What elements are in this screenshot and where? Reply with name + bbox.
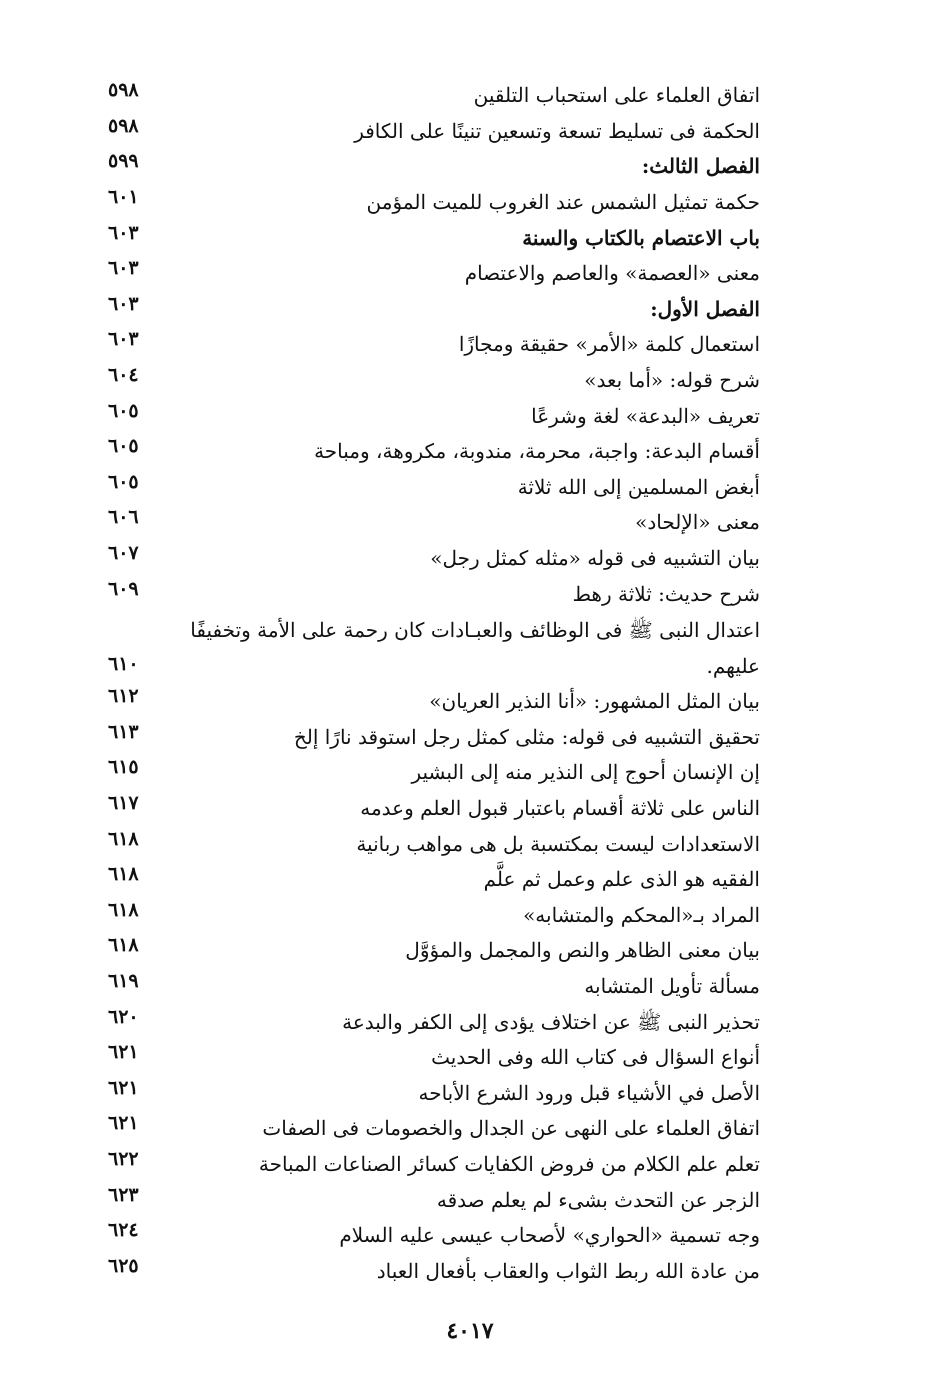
page-number: ٤٠١٧ xyxy=(446,1318,494,1344)
toc-entry xyxy=(108,720,760,756)
toc-entry-title: تحذير النبى ﷺ عن اختلاف يؤدى إلى الكفر والبدعة xyxy=(342,1009,760,1034)
toc-entry-page: ٦١٨ xyxy=(108,898,139,921)
toc-entry-page: ٦٢١ xyxy=(108,1112,139,1135)
toc-entry xyxy=(108,363,760,399)
toc-entry xyxy=(108,470,760,506)
toc-entry-page: ٦٢١ xyxy=(108,1041,139,1064)
toc-entry-title: تعلم علم الكلام من فروض الكفايات كسائر الصناعات المباحة xyxy=(258,1151,760,1176)
toc-entry xyxy=(108,791,760,827)
toc-entry-page: ٦١٢ xyxy=(108,685,139,708)
toc-entry-title: بيان المثل المشهور: «أنا النذير العريان» xyxy=(429,689,760,714)
toc-entry-title: أقسام البدعة: واجبة، محرمة، مندوبة، مكروهة، ومباحة xyxy=(314,439,760,464)
toc-entry xyxy=(108,398,760,434)
toc-entry-page: ٦٢٣ xyxy=(108,1183,139,1206)
toc-entry-title: أبغض المسلمين إلى الله ثلاثة xyxy=(517,474,760,499)
toc-entry-title: تعريف «البدعة» لغة وشرعًا xyxy=(531,403,760,428)
toc-entry-title: بيان التشبيه فى قوله «مثله كمثل رجل» xyxy=(430,546,760,571)
toc-entry xyxy=(108,256,760,292)
toc-entry-title: اتفاق العلماء على استحباب التلقين xyxy=(473,83,760,108)
toc-entry-page: ٦٢٢ xyxy=(108,1147,139,1170)
toc-entry xyxy=(108,969,760,1005)
toc-entry-page: ٦١٠ xyxy=(108,652,139,675)
toc-entry xyxy=(108,933,760,969)
toc-entry-title: شرح قوله: «أما بعد» xyxy=(584,368,760,393)
toc-entry-page: ٦١٩ xyxy=(108,969,139,992)
toc-entry-page: ٦٠٣ xyxy=(108,257,139,280)
toc-entry-page: ٦١٧ xyxy=(108,791,139,814)
toc-entry-page: ٦١٣ xyxy=(108,720,139,743)
toc-entry xyxy=(108,1075,760,1111)
toc-entry-title: الزجر عن التحدث بشىء لم يعلم صدقه xyxy=(436,1187,760,1212)
toc-entry-title: حكمة تمثيل الشمس عند الغروب للميت المؤمن xyxy=(366,190,760,215)
toc-entry xyxy=(108,292,760,328)
toc-section-heading: الفصل الثالث: xyxy=(641,154,760,179)
table-of-contents xyxy=(108,78,760,1289)
toc-entry-title: إن الإنسان أحوج إلى النذير منه إلى البشير xyxy=(411,760,760,785)
toc-entry-title: الفقيه هو الذى علم وعمل ثم علَّم xyxy=(483,867,760,892)
toc-entry-page: ٦٠٣ xyxy=(108,328,139,351)
toc-entry xyxy=(108,826,760,862)
toc-entry-title: مسألة تأويل المتشابه xyxy=(584,973,760,998)
toc-entry-page: ٦٠٦ xyxy=(108,506,139,529)
toc-entry xyxy=(108,1218,760,1254)
toc-entry-title: اعتدال النبى ﷺ فى الوظائف والعبـادات كان رحمة على الأمة وتخفيفًا عليهم. xyxy=(190,617,760,678)
toc-entry-title: شرح حديث: ثلاثة رهط xyxy=(572,581,760,606)
toc-entry xyxy=(108,1147,760,1183)
toc-entry-title: الناس على ثلاثة أقسام باعتبار قبول العلم وعدمه xyxy=(360,795,760,820)
toc-entry-title: الأصل في الأشياء قبل ورود الشرع الأباحه xyxy=(418,1080,760,1105)
toc-entry xyxy=(108,612,760,684)
toc-entry-title: معنى «العصمة» والعاصم والاعتصام xyxy=(464,261,760,286)
toc-section-heading: الفصل الأول: xyxy=(650,296,760,321)
toc-entry-title: استعمال كلمة «الأمر» حقيقة ومجازًا xyxy=(458,332,760,357)
toc-entry-page: ٦٠٩ xyxy=(108,577,139,600)
toc-entry xyxy=(108,755,760,791)
toc-entry-title: المراد بـ«المحكم والمتشابه» xyxy=(523,902,760,927)
toc-entry-page: ٦١٨ xyxy=(108,934,139,957)
toc-entry-title: تحقيق التشبيه فى قوله: مثلى كمثل رجل استوقد نارًا إلخ xyxy=(293,724,760,749)
toc-entry-page: ٦٠١ xyxy=(108,186,139,209)
toc-entry-title: وجه تسمية «الحواري» لأصحاب عيسى عليه السلام xyxy=(339,1223,760,1248)
toc-entry xyxy=(108,327,760,363)
toc-entry xyxy=(108,434,760,470)
toc-entry-title: من عادة الله ربط الثواب والعقاب بأفعال العباد xyxy=(376,1258,760,1283)
toc-entry xyxy=(108,114,760,150)
toc-entry xyxy=(108,185,760,221)
toc-entry-title: أنواع السؤال فى كتاب الله وفى الحديث xyxy=(431,1045,760,1070)
toc-entry xyxy=(108,541,760,577)
toc-entry xyxy=(108,897,760,933)
toc-entry xyxy=(108,78,760,114)
toc-entry-page: ٥٩٨ xyxy=(108,79,139,102)
toc-section-heading: باب الاعتصام بالكتاب والسنة xyxy=(522,225,760,250)
toc-entry-title: بيان معنى الظاهر والنص والمجمل والمؤوَّل xyxy=(405,938,760,963)
toc-entry xyxy=(108,576,760,612)
toc-entry-page: ٦١٨ xyxy=(108,863,139,886)
toc-entry xyxy=(108,1182,760,1218)
toc-entry xyxy=(108,684,760,720)
toc-entry-page: ٦٢٠ xyxy=(108,1005,139,1028)
toc-entry xyxy=(108,1040,760,1076)
toc-entry xyxy=(108,1004,760,1040)
toc-entry-page: ٦٠٣ xyxy=(108,221,139,244)
toc-entry-page: ٥٩٨ xyxy=(108,114,139,137)
toc-entry xyxy=(108,1253,760,1289)
toc-entry xyxy=(108,220,760,256)
toc-entry xyxy=(108,505,760,541)
toc-entry-page: ٦٢١ xyxy=(108,1076,139,1099)
toc-entry xyxy=(108,149,760,185)
toc-entry-page: ٦٠٥ xyxy=(108,435,139,458)
toc-entry xyxy=(108,1111,760,1147)
toc-entry-page: ٦٠٧ xyxy=(108,542,139,565)
toc-entry-page: ٦١٥ xyxy=(108,756,139,779)
toc-entry-page: ٦٢٤ xyxy=(108,1219,139,1242)
toc-entry xyxy=(108,862,760,898)
toc-entry-page: ٦٠٥ xyxy=(108,470,139,493)
toc-entry-page: ٥٩٩ xyxy=(108,150,139,173)
toc-entry-page: ٦٠٥ xyxy=(108,399,139,422)
toc-entry-page: ٦٠٤ xyxy=(108,364,139,387)
toc-entry-title: الحكمة فى تسليط تسعة وتسعين تنينًا على الكافر xyxy=(354,118,760,143)
toc-entry-title: اتفاق العلماء على النهى عن الجدال والخصومات فى الصفات xyxy=(262,1116,760,1141)
toc-entry-page: ٦٢٥ xyxy=(108,1254,139,1277)
toc-entry-title: معنى «الإلحاد» xyxy=(635,510,760,535)
toc-entry-page: ٦٠٣ xyxy=(108,292,139,315)
toc-entry-page: ٦١٨ xyxy=(108,827,139,850)
toc-entry-title: الاستعدادات ليست بمكتسبة بل هى مواهب ربانية xyxy=(356,831,760,856)
